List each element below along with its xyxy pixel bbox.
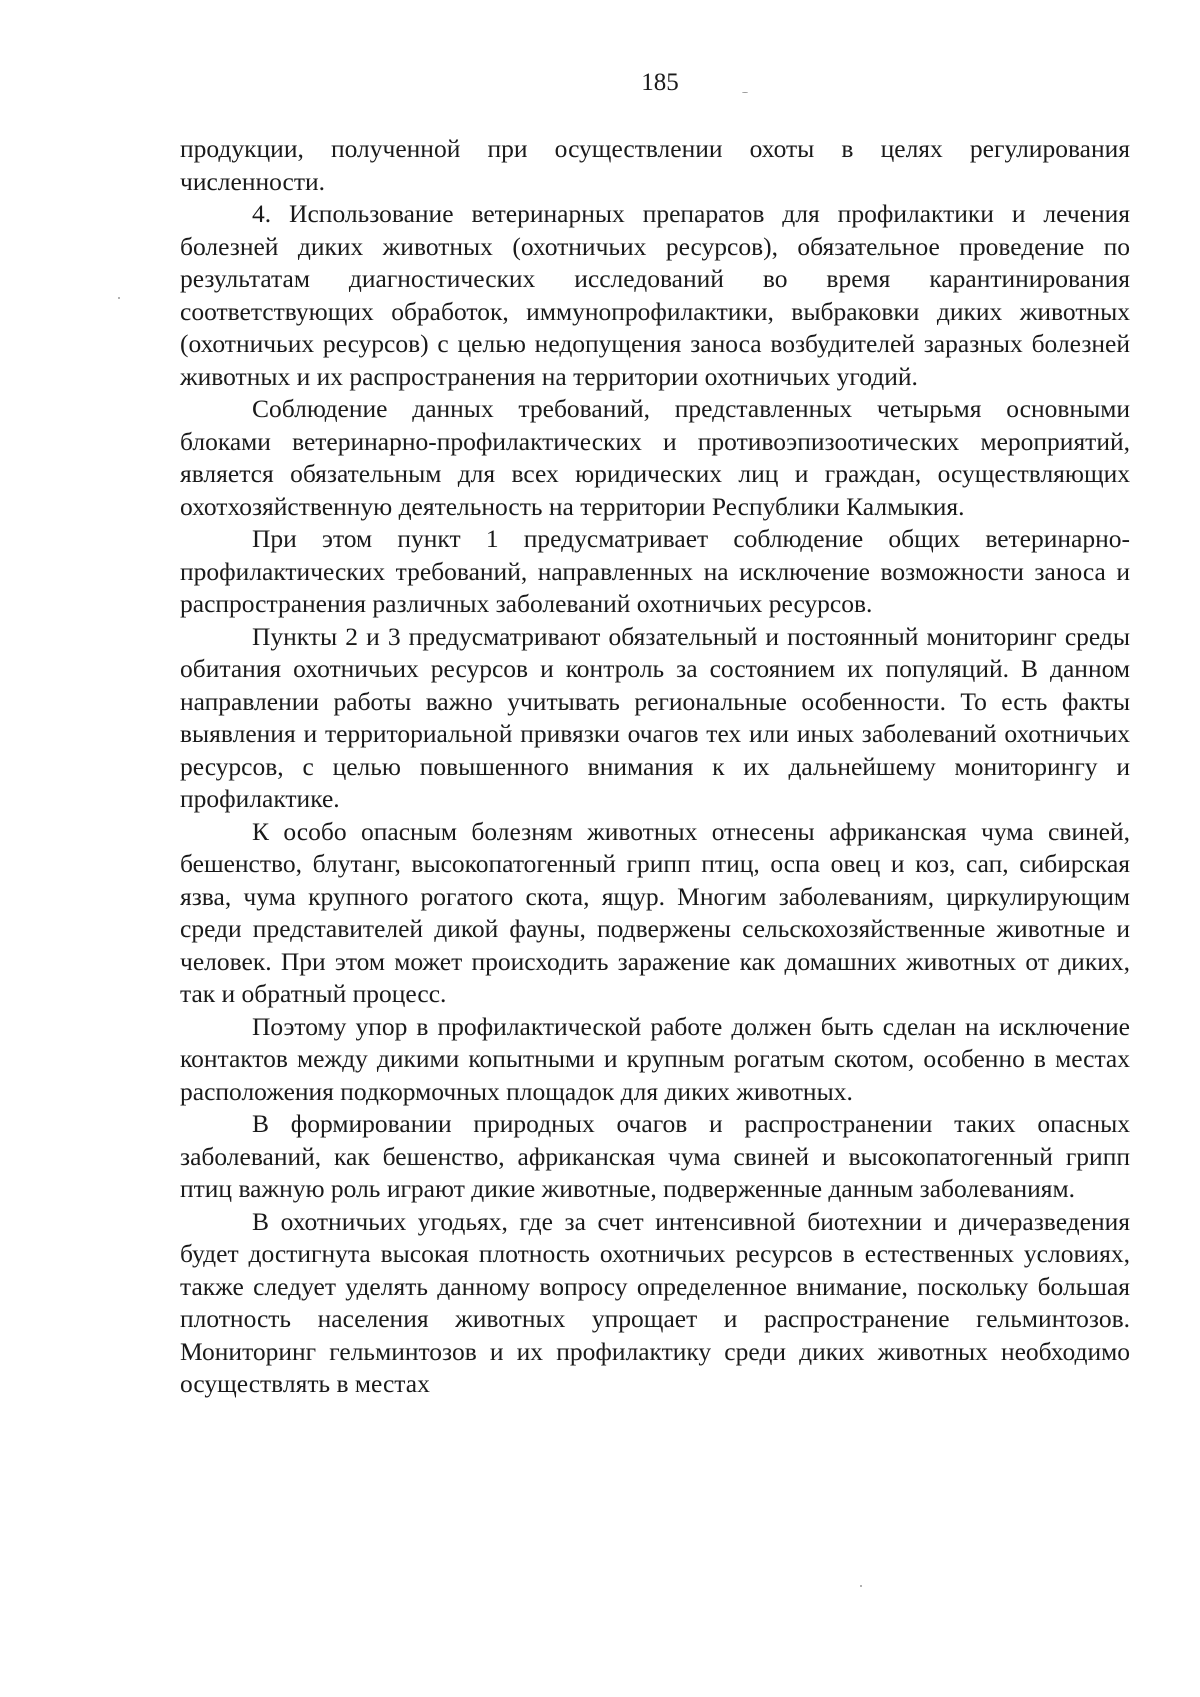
scan-speck	[860, 1585, 862, 1587]
paragraph-prevention-focus: Поэтому упор в профилактической работе должен быть сделан на исключение контактов между дикими копытными и крупным рогатым скотом, особенно в местах расположения подкормочных площадок для диких животных.	[180, 1011, 1130, 1106]
paragraph-point-1: При этом пункт 1 предусматривает соблюдение общих ветеринарно-профилактических требований, направленных на исключение возможности заноса и распространения различных заболеваний охотничьих ресурсов.	[180, 524, 1130, 618]
page-number: 185	[641, 69, 679, 96]
paragraph-points-2-3: Пункты 2 и 3 предусматривают обязательный и постоянный мониторинг среды обитания охотничьих ресурсов и контроль за состоянием их популяций. В данном направлении работы важно учитывать региональные особенности. То есть факты выявления и территориальной привязки очагов тех или иных заболеваний охотничьих ресурсов, с целью повышенного внимания к их дальнейшему мониторингу и профилактике.	[180, 621, 1130, 813]
paragraph-natural-foci: В формировании природных очагов и распространении таких опасных заболеваний, как бешенство, африканская чума свиней и высокопатогенный грипп птиц важную роль играют дикие животные, подверженные данным заболеваниям.	[180, 1109, 1130, 1203]
paragraph-continuation: продукции, полученной при осуществлении охоты в целях регулирования численности.	[180, 134, 1130, 196]
paragraph-dangerous-diseases: К особо опасным болезням животных отнесены африканская чума свиней, бешенство, блутанг, высокопатогенный грипп птиц, оспа овец и коз, сап, сибирская язва, чума крупного рогатого скота, ящур. Многим заболеваниям, циркулирующим среди представителей дикой фауны, подвержены сельскохозяйственные животные и человек. При этом может происходить заражение как домашних животных от диких, так и обратный процесс.	[180, 816, 1130, 1008]
paragraph-item-4: 4. Использование ветеринарных препаратов для профилактики и лечения болезней диких животных (охотничьих ресурсов), обязательное проведение по результатам диагностических исследований во время карантинирования соответствующих обработок, иммунопрофилактики, выбраковки диких животных (охотничьих ресурсов) с целью недопущения заноса возбудителей заразных болезней животных и их распространения на территории охотничьих угодий.	[180, 199, 1130, 391]
scan-speck	[742, 92, 748, 93]
paragraph-hunting-grounds: В охотничьих угодьях, где за счет интенсивной биотехнии и дичеразведения будет достигнута высокая плотность охотничьих ресурсов в естественных условиях, также следует уделять данному вопросу определенное внимание, поскольку большая плотность населения животных упрощает и распространение гельминтозов. Мониторинг гельминтозов и их профилактику среди диких животных необходимо осуществлять в местах	[180, 1206, 1130, 1398]
paragraph-compliance: Соблюдение данных требований, представленных четырьмя основными блоками ветеринарно-профилактических и противоэпизоотических мероприятий, является обязательным для всех юридических лиц и граждан, осуществляющих охотхозяйственную деятельность на территории Республики Калмыкия.	[180, 394, 1130, 521]
body-text	[180, 133, 1130, 1401]
scan-speck	[118, 297, 120, 299]
